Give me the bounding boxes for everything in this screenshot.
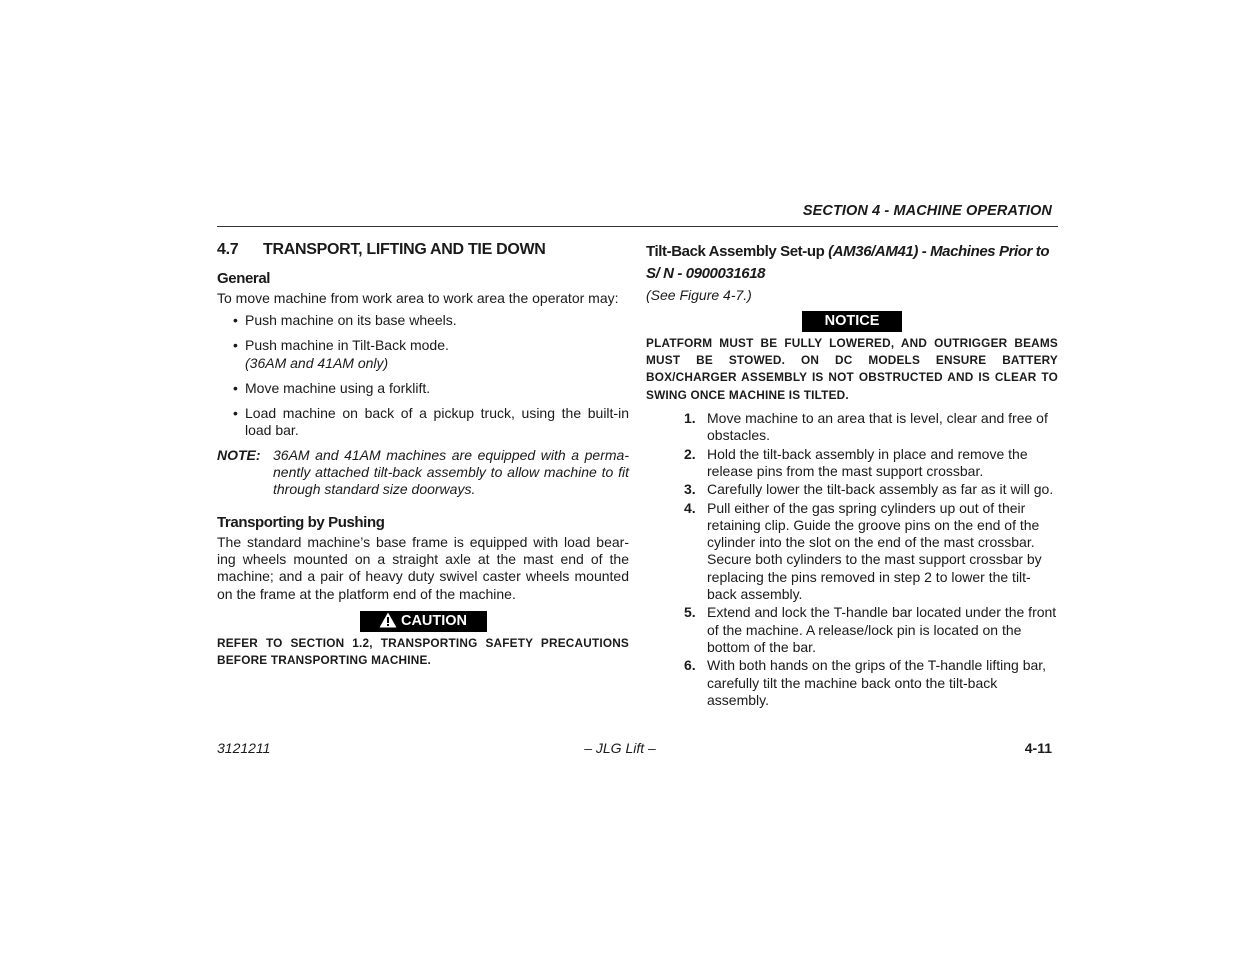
note xyxy=(217,447,629,499)
move-options-list xyxy=(217,312,629,439)
list-item: 5. Extend and lock the T-handle bar located under the front of the machine. A release/lock pin is located on the bottom of the bar. xyxy=(684,604,1057,656)
list-item: • Load machine on back of a pickup truck, using the built-in load bar. xyxy=(233,404,629,438)
section-heading xyxy=(217,241,629,259)
caution-row xyxy=(217,611,629,632)
footer-brand: – JLG Lift – xyxy=(584,740,656,756)
left-column xyxy=(217,241,629,669)
setup-steps-list xyxy=(646,410,1058,710)
warning-triangle-icon xyxy=(379,612,397,628)
caution-text: REFER TO SECTION 1.2, TRANSPORTING SAFETY PRECAUTIONS BEFORE TRANSPORTING MACHINE. xyxy=(217,635,629,668)
bullet-icon: • xyxy=(233,404,238,421)
section-number: 4.7 xyxy=(217,241,239,258)
list-item: 4. Pull either of the gas spring cylinders up out of their retaining clip. Guide the groove pins on the end of the cylinder into the slot on the end of the mast crossbar. Secure both cylinders to the mast support crossbar by replacing the pins removed in step 2 to lower the tilt-back assembly. xyxy=(684,499,1042,603)
list-item-note: (36AM and 41AM only) xyxy=(245,354,389,371)
list-item: 3. Carefully lower the tilt-back assembly as far as it will go. xyxy=(684,481,1054,498)
figure-reference: (See Figure 4-7.) xyxy=(646,287,752,303)
bullet-icon: • xyxy=(233,379,238,396)
notice-row xyxy=(646,311,1058,332)
list-item: 2. Hold the tilt-back assembly in place and remove the release pins from the mast support crossbar. xyxy=(684,445,1028,479)
list-item: • Push machine on its base wheels. xyxy=(233,312,457,329)
section-heading-title: TRANSPORT, LIFTING AND TIE DOWN xyxy=(263,241,546,258)
general-heading: General xyxy=(217,270,271,287)
tilt-back-heading: Tilt-Back Assembly Set-up (AM36/AM41) - Machines Prior to S/ N - 0900031618 xyxy=(646,243,1050,282)
section-header: SECTION 4 - MACHINE OPERATION xyxy=(802,203,1052,219)
page-number: 4-11 xyxy=(1024,740,1052,756)
note-text: 36AM and 41AM machines are equipped with a perma-nently attached tilt-back assembly to allow machine to fit through standard size doorways. xyxy=(273,446,629,498)
bullet-icon: • xyxy=(233,337,238,354)
list-item: 1. Move machine to an area that is level, clear and free of obstacles. xyxy=(684,409,1048,444)
pushing-text: The standard machine’s base frame is equipped with load bear-ing wheels mounted on a straight axle at the mast end of the machine; and a pair of heavy duty swivel caster wheels mounted on the frame at the platform end of the machine. xyxy=(217,533,629,602)
right-column xyxy=(646,241,1058,710)
notice-badge: NOTICE xyxy=(802,311,902,332)
bullet-icon: • xyxy=(233,312,238,329)
header-rule xyxy=(217,226,1058,227)
document-number: 3121211 xyxy=(217,740,271,756)
pushing-heading: Transporting by Pushing xyxy=(217,513,385,531)
caution-badge: CAUTION xyxy=(360,611,487,632)
list-item: • Move machine using a forklift. xyxy=(233,379,431,396)
list-item: 6. With both hands on the grips of the T-handle lifting bar, carefully tilt the machine back onto the tilt-back assembly. xyxy=(684,657,1047,709)
list-item: • Push machine in Tilt-Back mode. (36AM and 41AM only) xyxy=(233,337,629,372)
note-label: NOTE: xyxy=(217,446,261,463)
general-intro: To move machine from work area to work area the operator may: xyxy=(217,290,619,306)
notice-text: PLATFORM MUST BE FULLY LOWERED, AND OUTRIGGER BEAMS MUST BE STOWED. ON DC MODELS ENSURE BATTERY BOX/CHARGER ASSEMBLY IS NOT OBSTRUCTED AND IS CLEAR TO SWING ONCE MACHINE IS TILTED. xyxy=(646,336,1058,402)
